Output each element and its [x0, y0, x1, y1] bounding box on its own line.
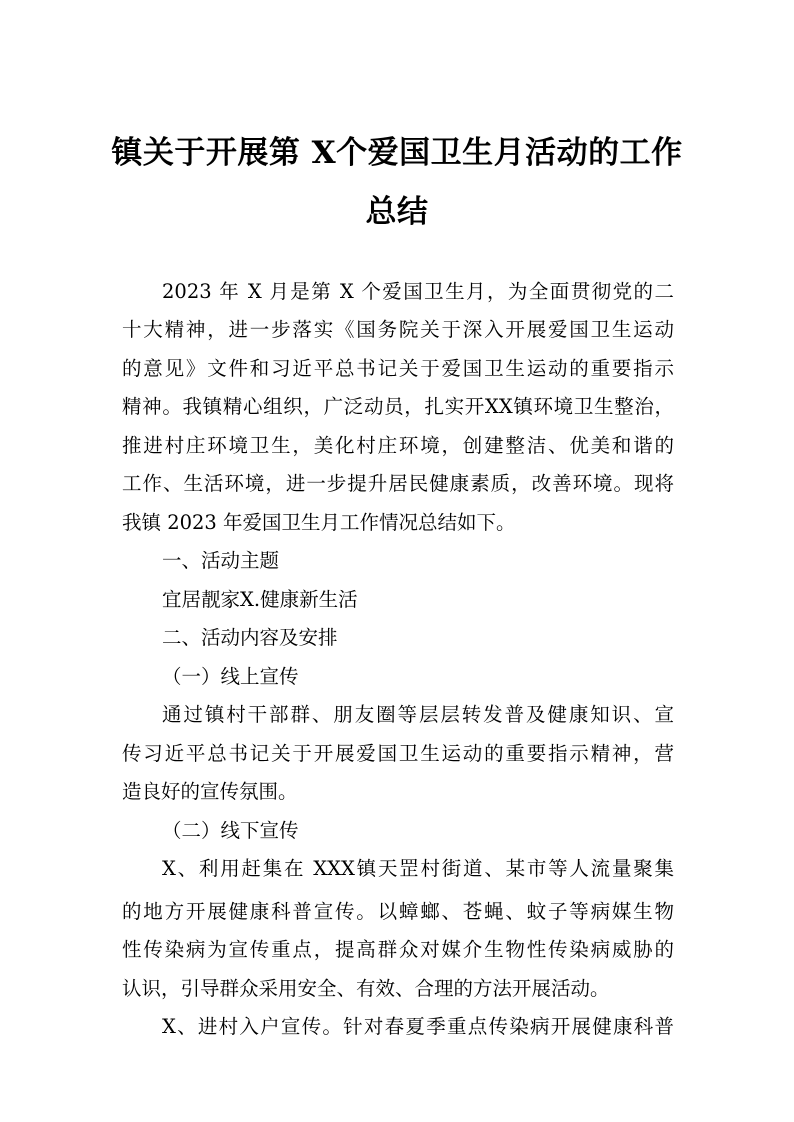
paragraph-line: 精神。我镇精心组织，广泛动员，扎实开XX镇环境卫生整治，	[122, 395, 674, 418]
section-heading: 一、活动主题	[162, 549, 280, 572]
paragraph-line: 2023 年 X 月是第 X 个爱国卫生月，为全面贯彻党的二	[162, 280, 674, 303]
paragraph-line: 性传染病为宣传重点，提高群众对媒介生物性传染病威胁的	[122, 938, 674, 961]
paragraph-line: 的意见》文件和习近平总书记关于爱国卫生运动的重要指示	[122, 357, 674, 380]
paragraph-line: 十大精神，进一步落实《国务院关于深入开展爱国卫生运动	[122, 318, 674, 341]
paragraph-line: 推进村庄环境卫生，美化村庄环境，创建整洁、优美和谐的	[122, 434, 674, 457]
subsection-heading: （一）线上宣传	[162, 665, 299, 688]
paragraph-line: 通过镇村干部群、朋友圈等层层转发普及健康知识、宣	[162, 703, 674, 726]
paragraph-line: 的地方开展健康科普宣传。以蟑螂、苍蝇、蚊子等病媒生物	[122, 900, 674, 923]
paragraph-line: X、进村入户宣传。针对春夏季重点传染病开展健康科普	[162, 1015, 674, 1038]
section-text: 宜居靓家X.健康新生活	[162, 588, 358, 611]
paragraph-line: 传习近平总书记关于开展爱国卫生运动的重要指示精神，营	[122, 742, 674, 765]
paragraph-line: 我镇 2023 年爱国卫生月工作情况总结如下。	[122, 511, 516, 534]
paragraph-line: 认识，引导群众采用安全、有效、合理的方法开展活动。	[122, 977, 610, 1000]
paragraph-line: 工作、生活环境，进一步提升居民健康素质，改善环境。现将	[122, 472, 674, 495]
subsection-heading: （二）线下宣传	[162, 819, 299, 842]
section-heading: 二、活动内容及安排	[162, 626, 338, 649]
paragraph-line: X、利用赶集在 XXX镇天罡村街道、某市等人流量聚集	[162, 857, 674, 880]
document-title-line-1: 镇关于开展第 X个爱国卫生月活动的工作	[111, 135, 683, 171]
paragraph-line: 造良好的宣传氛围。	[122, 780, 298, 803]
document-title-line-2: 总结	[365, 194, 429, 230]
